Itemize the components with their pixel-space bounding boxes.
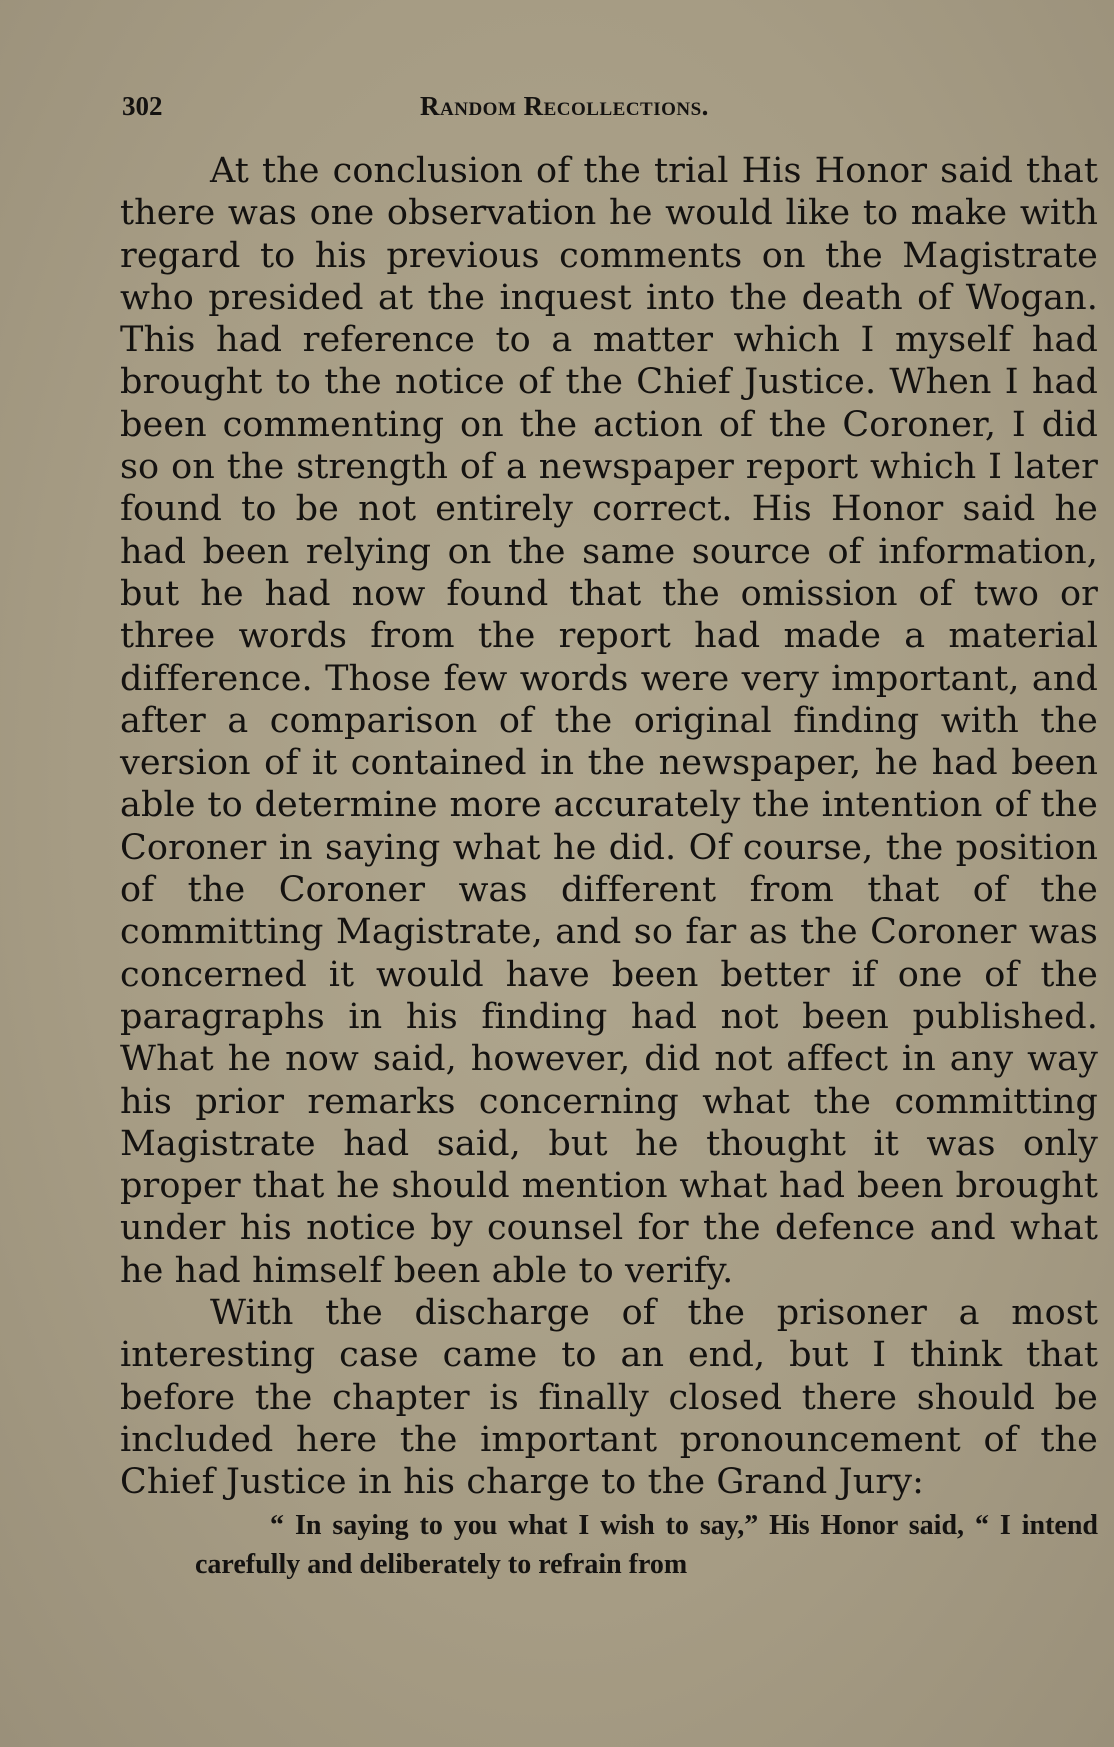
page-number: 302	[122, 91, 163, 121]
paragraph-1: At the conclusion of the trial His Honor said that there was one observation he would like to make with regard to his previous comments on the Magistrate who presided at the inquest into the death of Wogan. This had reference to a matter which I myself had brought to the notice of the Chief Justice. When I had been commenting on the action of the Coroner, I did so on the strength of a newspaper report which I later found to be not entirely correct. His Honor said he had been relying on the same source of information, but he had now found that the omission of two or three words from the report had made a material difference. Those few words were very important, and after a comparison of the original finding with the version of it contained in the newspaper, he had been able to determine more accurately the intention of the Coroner in saying what he did. Of course, the position of the Coroner was different from that of the committing Magistrate, and so far as the Coroner was concerned it would have been better if one of the paragraphs in his finding had not been published. What he now said, however, did not affect in any way his prior remarks concerning what the committing Magistrate had said, but he thought it was only proper that he should mention what had been brought under his notice by counsel for the defence and what he had himself been able to verify.	[120, 151, 1098, 1291]
paragraph-2: With the discharge of the prisoner a most interesting case came to an end, but I think that before the chapter is finally closed there should be included here the important pronouncement of the Chief Justice in his charge to the Grand Jury:	[120, 1293, 1098, 1503]
block-quote: “ In saying to you what I wish to say,” His Honor said, “ I intend carefully and deliberately to refrain from	[195, 1509, 1098, 1580]
running-title: Random Recollections.	[420, 91, 709, 121]
page-header	[122, 91, 1102, 131]
body-text	[120, 150, 1098, 1584]
